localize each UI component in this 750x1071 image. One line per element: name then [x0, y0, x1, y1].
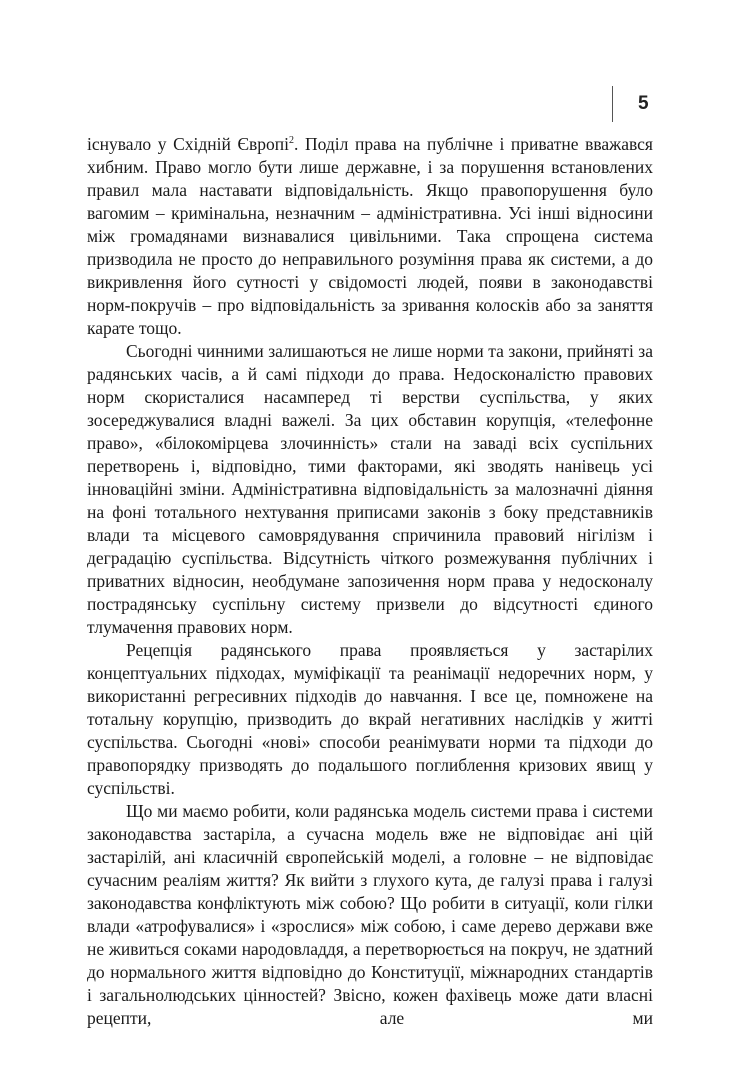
page-number: 5	[638, 93, 649, 114]
body-text	[87, 133, 653, 1030]
paragraph-3: Рецепція радянського права проявляється у застарілих концептуальних підходах, муміфікації та реанімації недоречних норм, у використанні регресивних підходів до навчання. І все це, помножене на тотальну корупцію, призводить до вкрай негативних наслідків у житті суспільства. Сьогодні «нові» способи реанімувати норми та підходи до правопорядку призводять до подальшого поглиблення кризових явищ у суспільстві.	[87, 640, 653, 798]
paragraph-2: Сьогодні чинними залишаються не лише норми та закони, прийняті за радянських часів, а й самі підходи до права. Недосконалістю правових норм скористалися насамперед ті верстви суспільства, у яких зосереджувалися владні важелі. За цих обставин корупція, «телефонне право», «білокомірцева злочинність» стали на заваді всіх суспільних перетворень і, відповідно, тими факторами, які зводять нанівець усі інноваційні зміни. Адміністративна відповідальність за малозначні діяння на фоні тотального нехтування приписами законів з боку представників влади та місцевого самоврядування спричинила правовий нігілізм і деградацію суспільства. Відсутність чіткого розмежування публічних і приватних відносин, необдумане запозичення норм права у недосконалу пострадянську суспільну систему призвели до відсутності єдиного тлумачення правових норм.	[87, 341, 653, 637]
header-divider	[612, 86, 613, 122]
paragraph-4: Що ми маємо робити, коли радянська модель системи права і системи законодавства застаріла, а сучасна модель вже не відповідає ані цій застарілій, ані класичній європейській моделі, а головне – не відповідає сучасним реаліям життя? Як вийти з глухого кута, де галузі права і галузі законодавства конфліктують між собою? Що робити в ситуації, коли гілки влади «атрофувалися» і «зрослися» між собою, і саме дерево держави вже не живиться соками народовладдя, а перетворюється на покруч, не здатний до нормального життя відповідно до Конституції, міжнародних стандартів і загальнолюдських цінностей? Звісно, кожен фахівець може дати власні рецепти, але ми	[87, 801, 653, 1028]
paragraph-1	[87, 133, 653, 340]
footnote-ref[interactable]: 2	[289, 135, 295, 147]
paragraph-1-text-end: . Поділ права на публічне і приватне вважався хибним. Право могло бути лише державне, і за порушення встановлених правил мала наставати відповідальність. Якщо правопорушення було вагомим – кримінальна, незначним – адміністративна. Усі інші відносини між громадянами визнавалися цивільними. Така спрощена система призводила не просто до неправильного розуміння права як системи, а до викривлення його сутності у свідомості людей, появи в законодавстві норм-покручів – про відповідальність за зривання колосків або за заняття карате тощо.	[87, 134, 653, 338]
paragraph-1-text-start: існувало у Східній Європі	[87, 134, 290, 154]
page-header	[612, 86, 662, 126]
